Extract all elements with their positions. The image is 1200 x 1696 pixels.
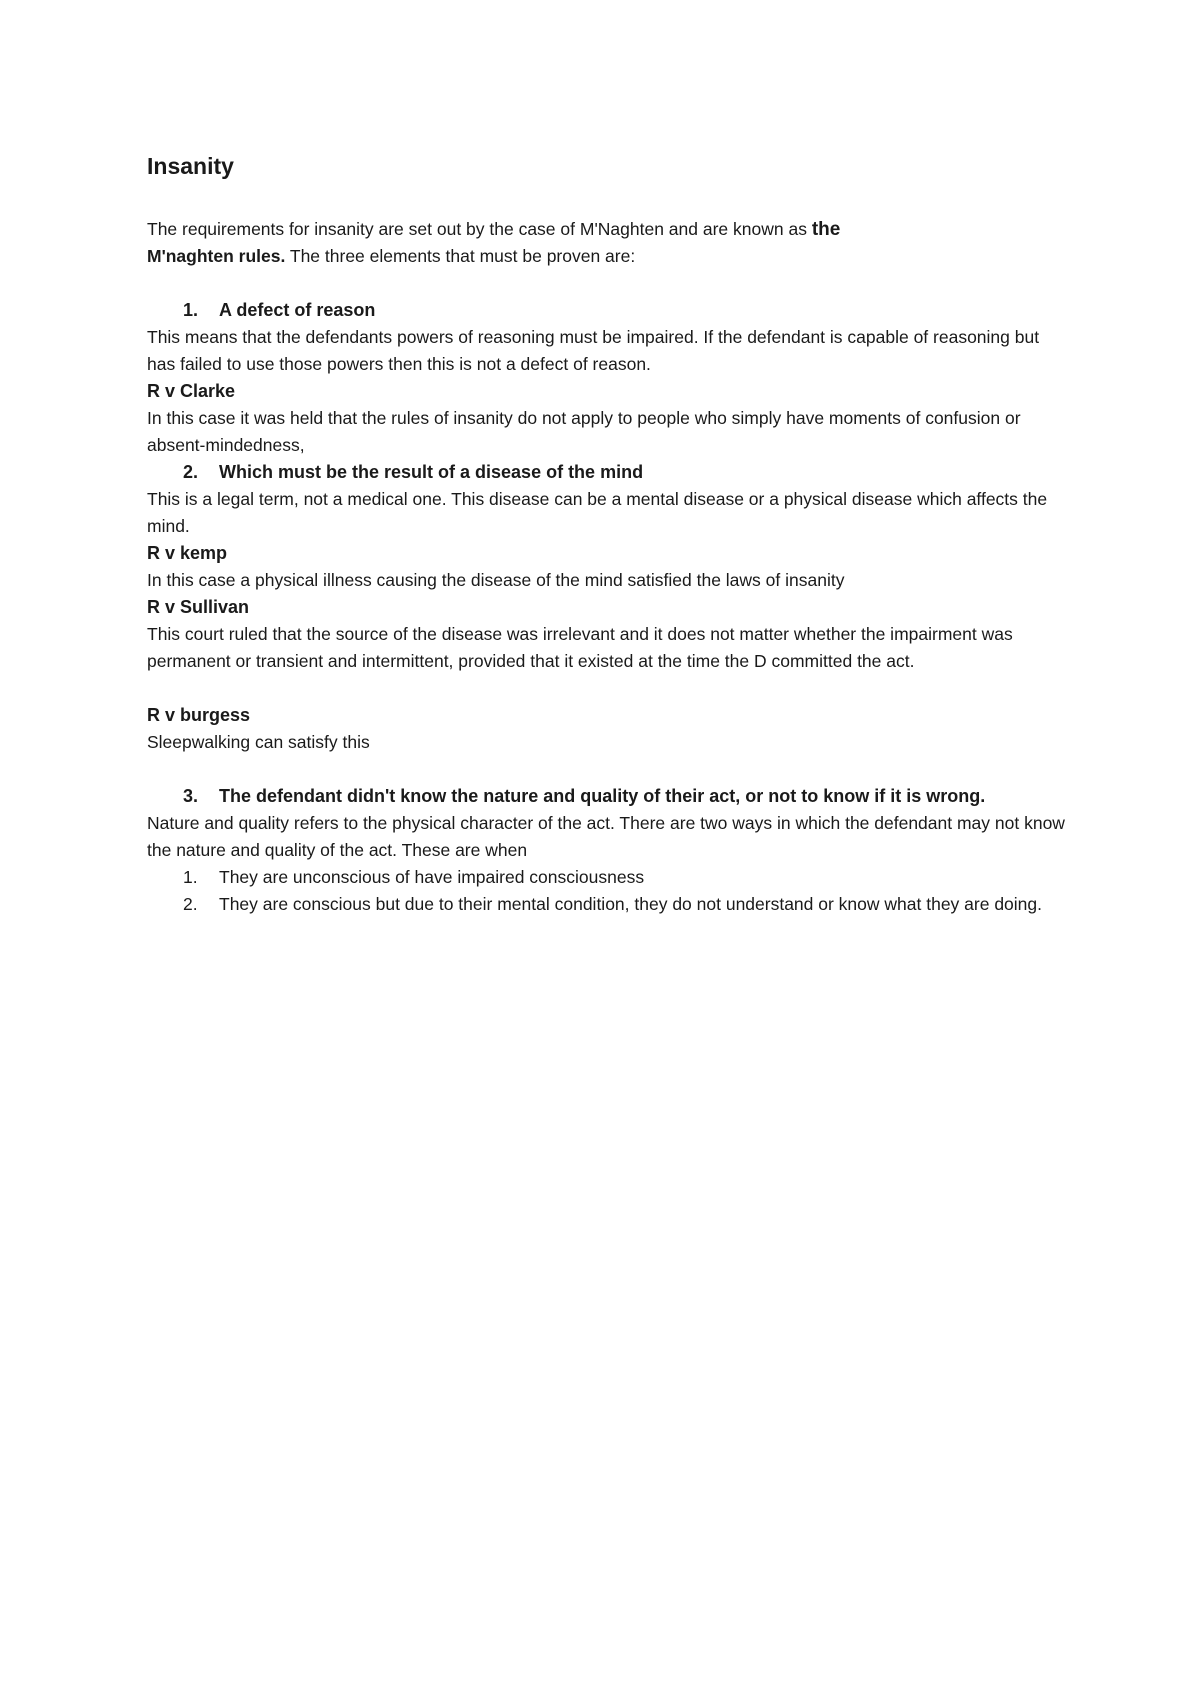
element-number-3: 3. (183, 786, 199, 806)
sub-item-text-2: They are conscious but due to their mental condition, they do not understand or know what they are doing. (219, 894, 1043, 914)
case-text-burgess: Sleepwalking can satisfy this (147, 732, 370, 752)
case-name-kemp: R v kemp (147, 543, 228, 563)
element-number-1: 1. (183, 300, 199, 320)
sub-item-number-2: 2. (183, 894, 198, 914)
list-item (147, 891, 1070, 918)
case-text-clarke: In this case it was held that the rules of insanity do not apply to people who simply have moments of confusion or absent-mindedness, (147, 408, 1021, 455)
sub-item-number-1: 1. (183, 867, 198, 887)
element-text-3: Nature and quality refers to the physical character of the act. There are two ways in which the defendant may not know the nature and quality of the act. These are when (147, 813, 1065, 860)
intro-text-2: The three elements that must be proven are: (285, 246, 636, 266)
case-name-burgess: R v burgess (147, 705, 251, 725)
intro-text-1: The requirements for insanity are set out by the case of M'Naghten and are known as (147, 219, 812, 239)
case-text-kemp: In this case a physical illness causing the disease of the mind satisfied the laws of insanity (147, 570, 845, 590)
document-title: Insanity (147, 153, 234, 179)
element-heading-text-1: A defect of reason (219, 300, 376, 320)
sub-item-text-1: They are unconscious of have impaired consciousness (219, 867, 645, 887)
intro-bold-1: the (811, 219, 841, 240)
case-text-sullivan: This court ruled that the source of the disease was irrelevant and it does not matter whether the impairment was permanent or transient and intermittent, provided that it existed at the time the D committed the act. (147, 624, 1013, 671)
element-heading-text-3: The defendant didn't know the nature and quality of their act, or not to know if it is wrong. (219, 786, 986, 806)
case-name-clarke: R v Clarke (147, 381, 236, 401)
list-item (147, 864, 1070, 891)
element-heading-2 (147, 459, 1070, 486)
element-number-2: 2. (183, 462, 199, 482)
element-heading-1 (147, 297, 1070, 324)
element-heading-3 (147, 783, 1070, 810)
spacer (147, 756, 1070, 783)
intro-bold-2: M'naghten rules. (147, 246, 286, 266)
element-text-2: This is a legal term, not a medical one. This disease can be a mental disease or a physical disease which affects the mind. (147, 489, 1048, 536)
spacer (147, 675, 1070, 702)
intro-paragraph (147, 216, 1070, 270)
element-heading-text-2: Which must be the result of a disease of the mind (219, 462, 644, 482)
element-text-1: This means that the defendants powers of reasoning must be impaired. If the defendant is capable of reasoning but has failed to use those powers then this is not a defect of reason. (147, 327, 1040, 374)
case-name-sullivan: R v Sullivan (147, 597, 250, 617)
